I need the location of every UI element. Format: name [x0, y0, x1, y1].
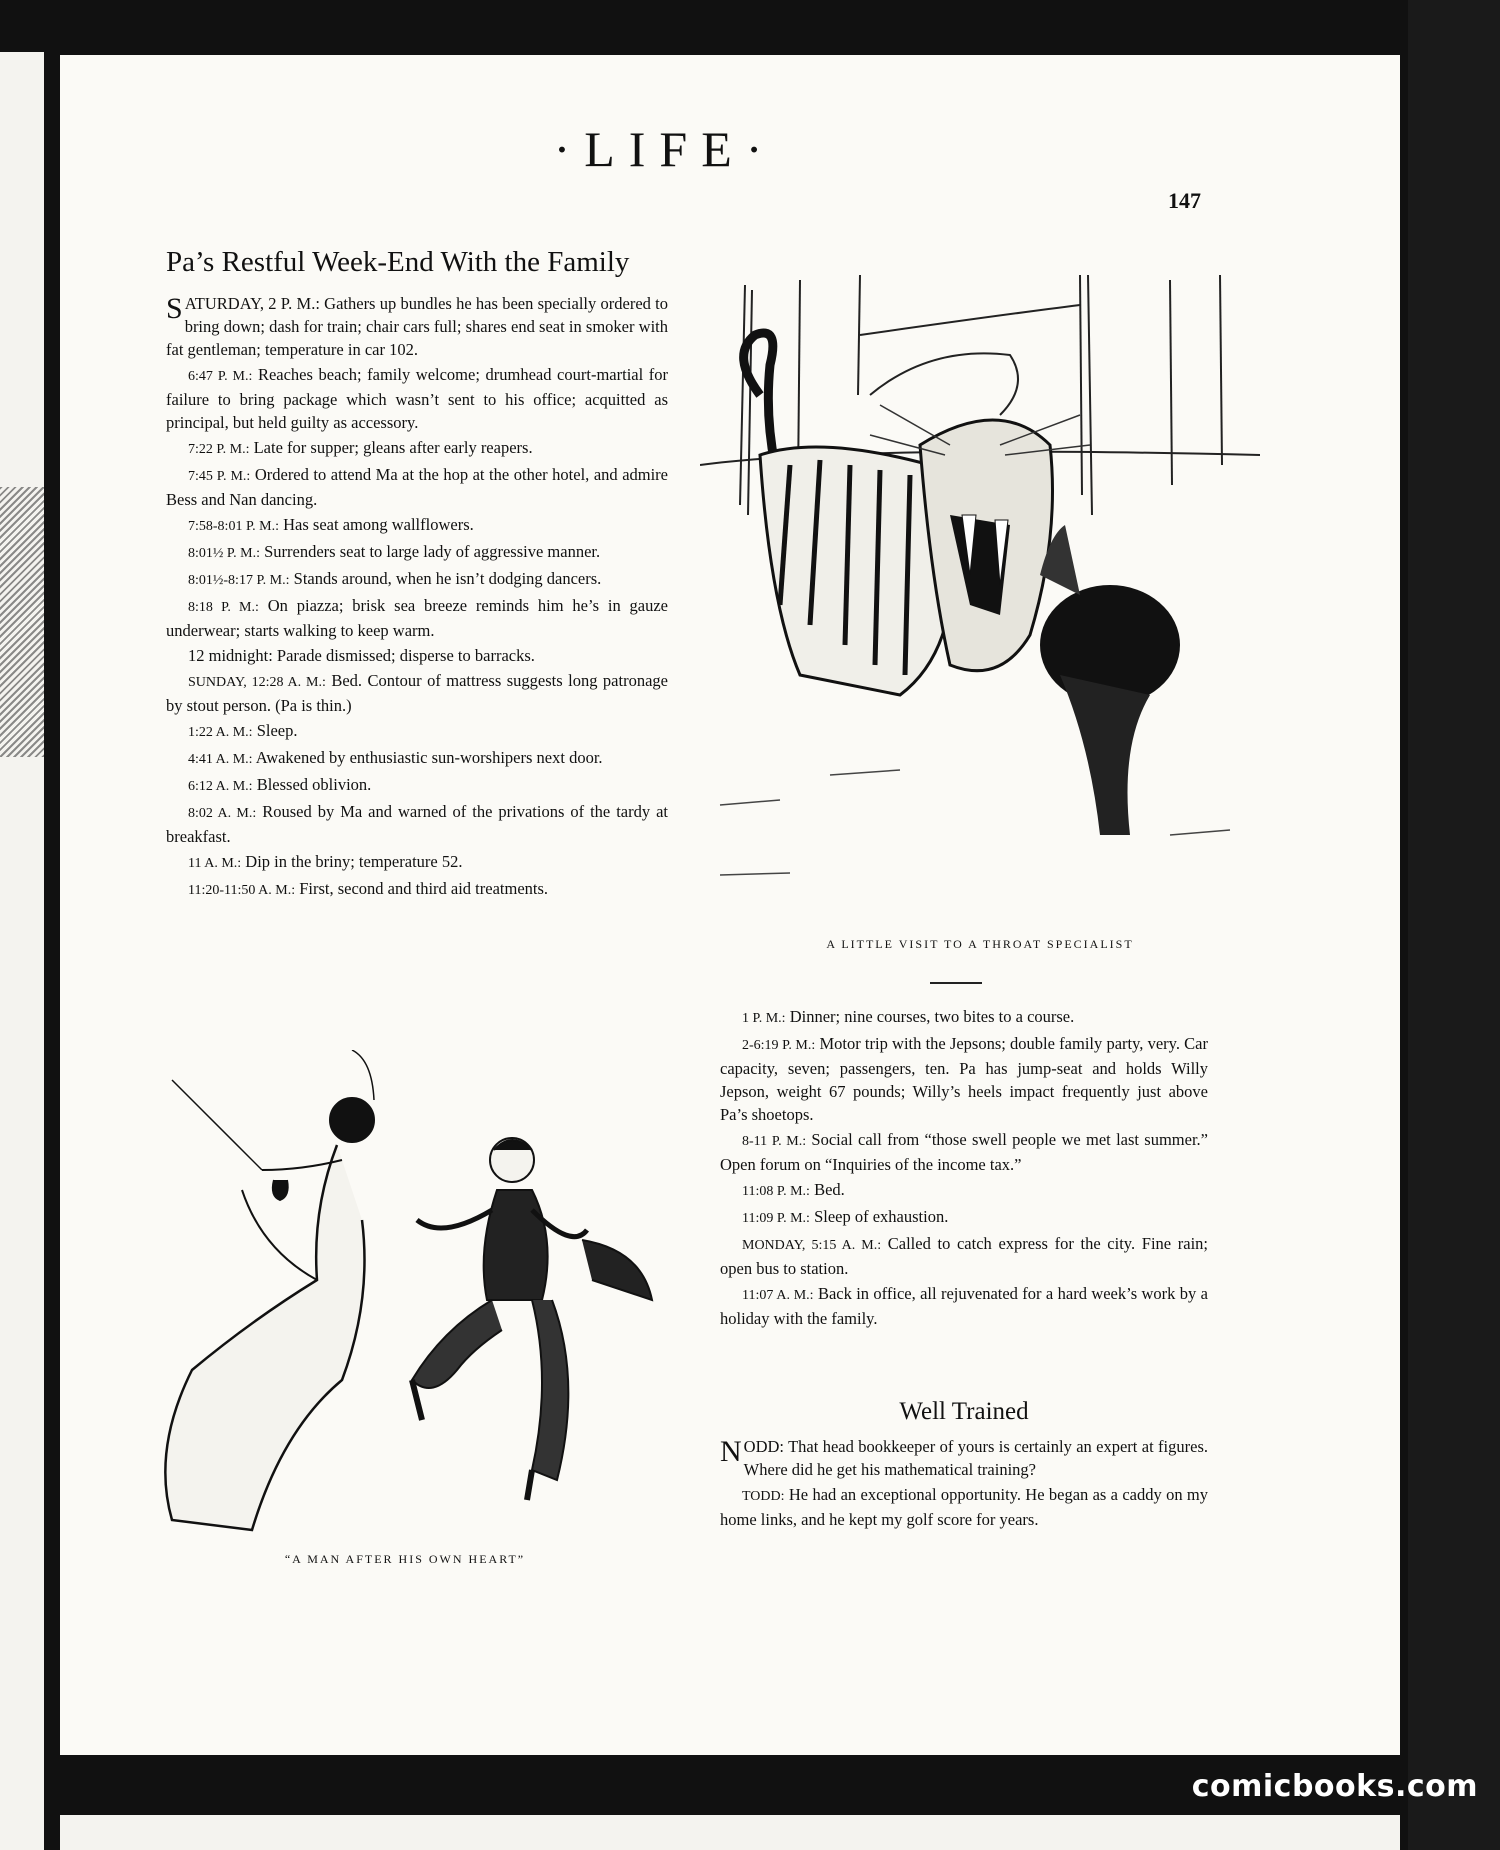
well-trained-dialogue: [720, 1435, 1208, 1533]
drop-cap-n: N: [720, 1435, 742, 1468]
entry-15: 11:20-11:50 A. M.: First, second and third aid treatments.: [188, 879, 549, 898]
article-column-left: [166, 292, 668, 904]
entry-6: 8:01½-8:17 P. M.: Stands around, when he isn’t dodging dancers.: [188, 569, 602, 588]
masthead: ·LIFE·: [553, 121, 777, 177]
entry-5: 8:01½ P. M.: Surrenders seat to large lady of aggressive manner.: [188, 542, 601, 561]
entry-8: 12 midnight: Parade dismissed; disperse to barracks.: [188, 646, 535, 665]
entry-2: 7:22 P. M.: Late for supper; gleans after early reapers.: [188, 438, 533, 457]
entry-14: 11 A. M.: Dip in the briny; temperature 52.: [188, 852, 463, 871]
dialogue-line-todd: TODD: He had an exceptional opportunity. He began as a caddy on my home links, and he kept my golf score for years.: [720, 1485, 1208, 1529]
article-title-well-trained: Well Trained: [899, 1398, 1029, 1425]
entry-16: 1 P. M.: Dinner; nine courses, two bites to a course.: [742, 1007, 1075, 1026]
entry-20: 11:09 P. M.: Sleep of exhaustion.: [742, 1207, 949, 1226]
page-number: 147: [1168, 188, 1201, 213]
previous-page-illustration-edge: [0, 487, 44, 757]
right-margin: [1408, 0, 1500, 1850]
article-title: Pa’s Restful Week-End With the Family: [166, 246, 630, 278]
watermark: comicbooks.com: [1191, 1769, 1478, 1804]
entry-13: 8:02 A. M.: Roused by Ma and warned of the privations of the tardy at breakfast.: [166, 802, 668, 846]
dialogue-line-nodd: NODD: That head bookkeeper of yours is certainly an expert at figures. Where did he get his mathematical training?: [720, 1435, 1208, 1479]
entry-4: 7:58-8:01 P. M.: Has seat among wallflowers.: [188, 515, 474, 534]
entry-7: 8:18 P. M.: On piazza; brisk sea breeze reminds him he’s in gauze underwear; starts walking to keep warm.: [166, 596, 668, 640]
entry-17: 2-6:19 P. M.: Motor trip with the Jepsons; double family party, very. Car capacity, seven; passengers, ten. Pa has jump-seat and holds Willy Jepson, weight 67 pounds; Willy’s heels impact frequently just above Pa’s shoetops.: [720, 1034, 1208, 1124]
entry-12: 6:12 A. M.: Blessed oblivion.: [188, 775, 372, 794]
entry-18: 8-11 P. M.: Social call from “those swell people we met last summer.” Open forum on “Inquiries of the income tax.”: [720, 1130, 1208, 1174]
entry-22: 11:07 A. M.: Back in office, all rejuvenated for a hard week’s work by a holiday with the family.: [720, 1284, 1209, 1328]
entry-9: SUNDAY, 12:28 A. M.: Bed. Contour of mattress suggests long patronage by stout person. (Pa is thin.): [166, 671, 668, 715]
dance-caption: “A MAN AFTER HIS OWN HEART”: [284, 1552, 526, 1566]
tiger-caption: A LITTLE VISIT TO A THROAT SPECIALIST: [826, 937, 1134, 951]
entry-1: 6:47 P. M.: Reaches beach; family welcome; drumhead court-martial for failure to bring package which wasn’t sent to his office; acquitted as principal, but held guilty as accessory.: [166, 365, 668, 432]
entry-3: 7:45 P. M.: Ordered to attend Ma at the hop at the other hotel, and admire Bess and Nan dancing.: [166, 465, 669, 509]
section-divider: [930, 982, 982, 984]
drop-cap: S: [166, 292, 183, 325]
entry-19: 11:08 P. M.: Bed.: [742, 1180, 845, 1199]
entry-10: 1:22 A. M.: Sleep.: [188, 721, 298, 740]
entry-0: SATURDAY, 2 P. M.: Gathers up bundles he has been specially ordered to bring down; dash for train; chair cars full; shares end seat in smoker with fat gentleman; temperature in car 102.: [166, 292, 668, 359]
next-page-edge: [60, 1815, 1400, 1850]
entry-11: 4:41 A. M.: Awakened by enthusiastic sun-worshipers next door.: [188, 748, 603, 767]
tiger-throat-specialist-illustration: [700, 275, 1260, 910]
article-column-right: [720, 1005, 1208, 1332]
entry-21: MONDAY, 5:15 A. M.: Called to catch express for the city. Fine rain; open bus to station.: [720, 1234, 1208, 1278]
previous-page-edge: [0, 52, 44, 1850]
dancing-couple-illustration: [112, 1050, 692, 1560]
